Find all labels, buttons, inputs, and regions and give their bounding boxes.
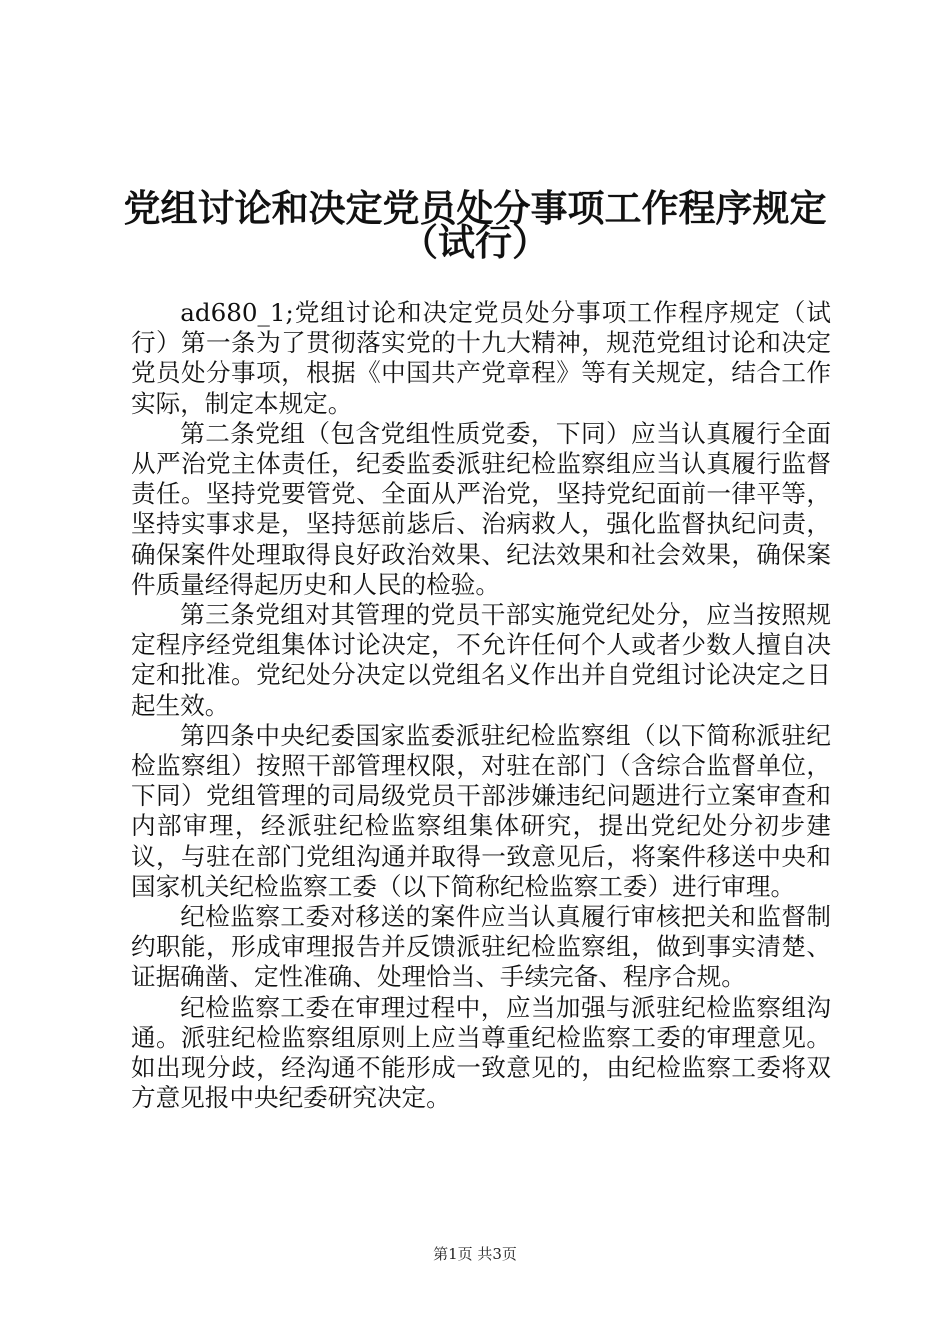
paragraph: 第二条党组（包含党组性质党委，下同）应当认真履行全面从严治党主体责任，纪委监委派驻纪检监察组应当认真履行监督责任。坚持党要管党、全面从严治党，坚持党纪面前一律平等，坚持实事求是，坚持惩前毖后、治病救人，强化监督执纪问责，确保案件处理取得良好政治效果、纪法效果和社会效果，确保案件质量经得起历史和人民的检验。 <box>131 418 831 599</box>
page-footer: 第1页 共3页 <box>433 1245 517 1263</box>
paragraph: 第三条党组对其管理的党员干部实施党纪处分，应当按照规定程序经党组集体讨论决定，不允许任何个人或者少数人擅自决定和批准。党纪处分决定以党组名义作出并自党组讨论决定之日起生效。 <box>131 600 831 720</box>
paragraph: 第四条中央纪委国家监委派驻纪检监察组（以下简称派驻纪检监察组）按照干部管理权限，对驻在部门（含综合监督单位，下同）党组管理的司局级党员干部涉嫌违纪问题进行立案审查和内部审理，经派驻纪检监察组集体研究，提出党纪处分初步建议，与驻在部门党组沟通并取得一致意见后，将案件移送中央和国家机关纪检监察工委（以下简称纪检监察工委）进行审理。 <box>131 720 831 901</box>
paragraph: ad680_1;党组讨论和决定党员处分事项工作程序规定（试行）第一条为了贯彻落实党的十九大精神，规范党组讨论和决定党员处分事项，根据《中国共产党章程》等有关规定，结合工作实际，制定本规定。 <box>131 298 831 418</box>
paragraph: 纪检监察工委在审理过程中，应当加强与派驻纪检监察组沟通。派驻纪检监察组原则上应当尊重纪检监察工委的审理意见。如出现分歧，经沟通不能形成一致意见的，由纪检监察工委将双方意见报中央纪委研究决定。 <box>131 992 831 1113</box>
paragraph: 纪检监察工委对移送的案件应当认真履行审核把关和监督制约职能，形成审理报告并反馈派驻纪检监察组，做到事实清楚、证据确凿、定性准确、处理恰当、手续完备、程序合规。 <box>131 902 831 992</box>
document-title-suffix: （试行） <box>401 221 549 264</box>
document-title: 党组讨论和决定党员处分事项工作程序规定 <box>123 187 827 230</box>
document-body <box>131 298 831 1113</box>
